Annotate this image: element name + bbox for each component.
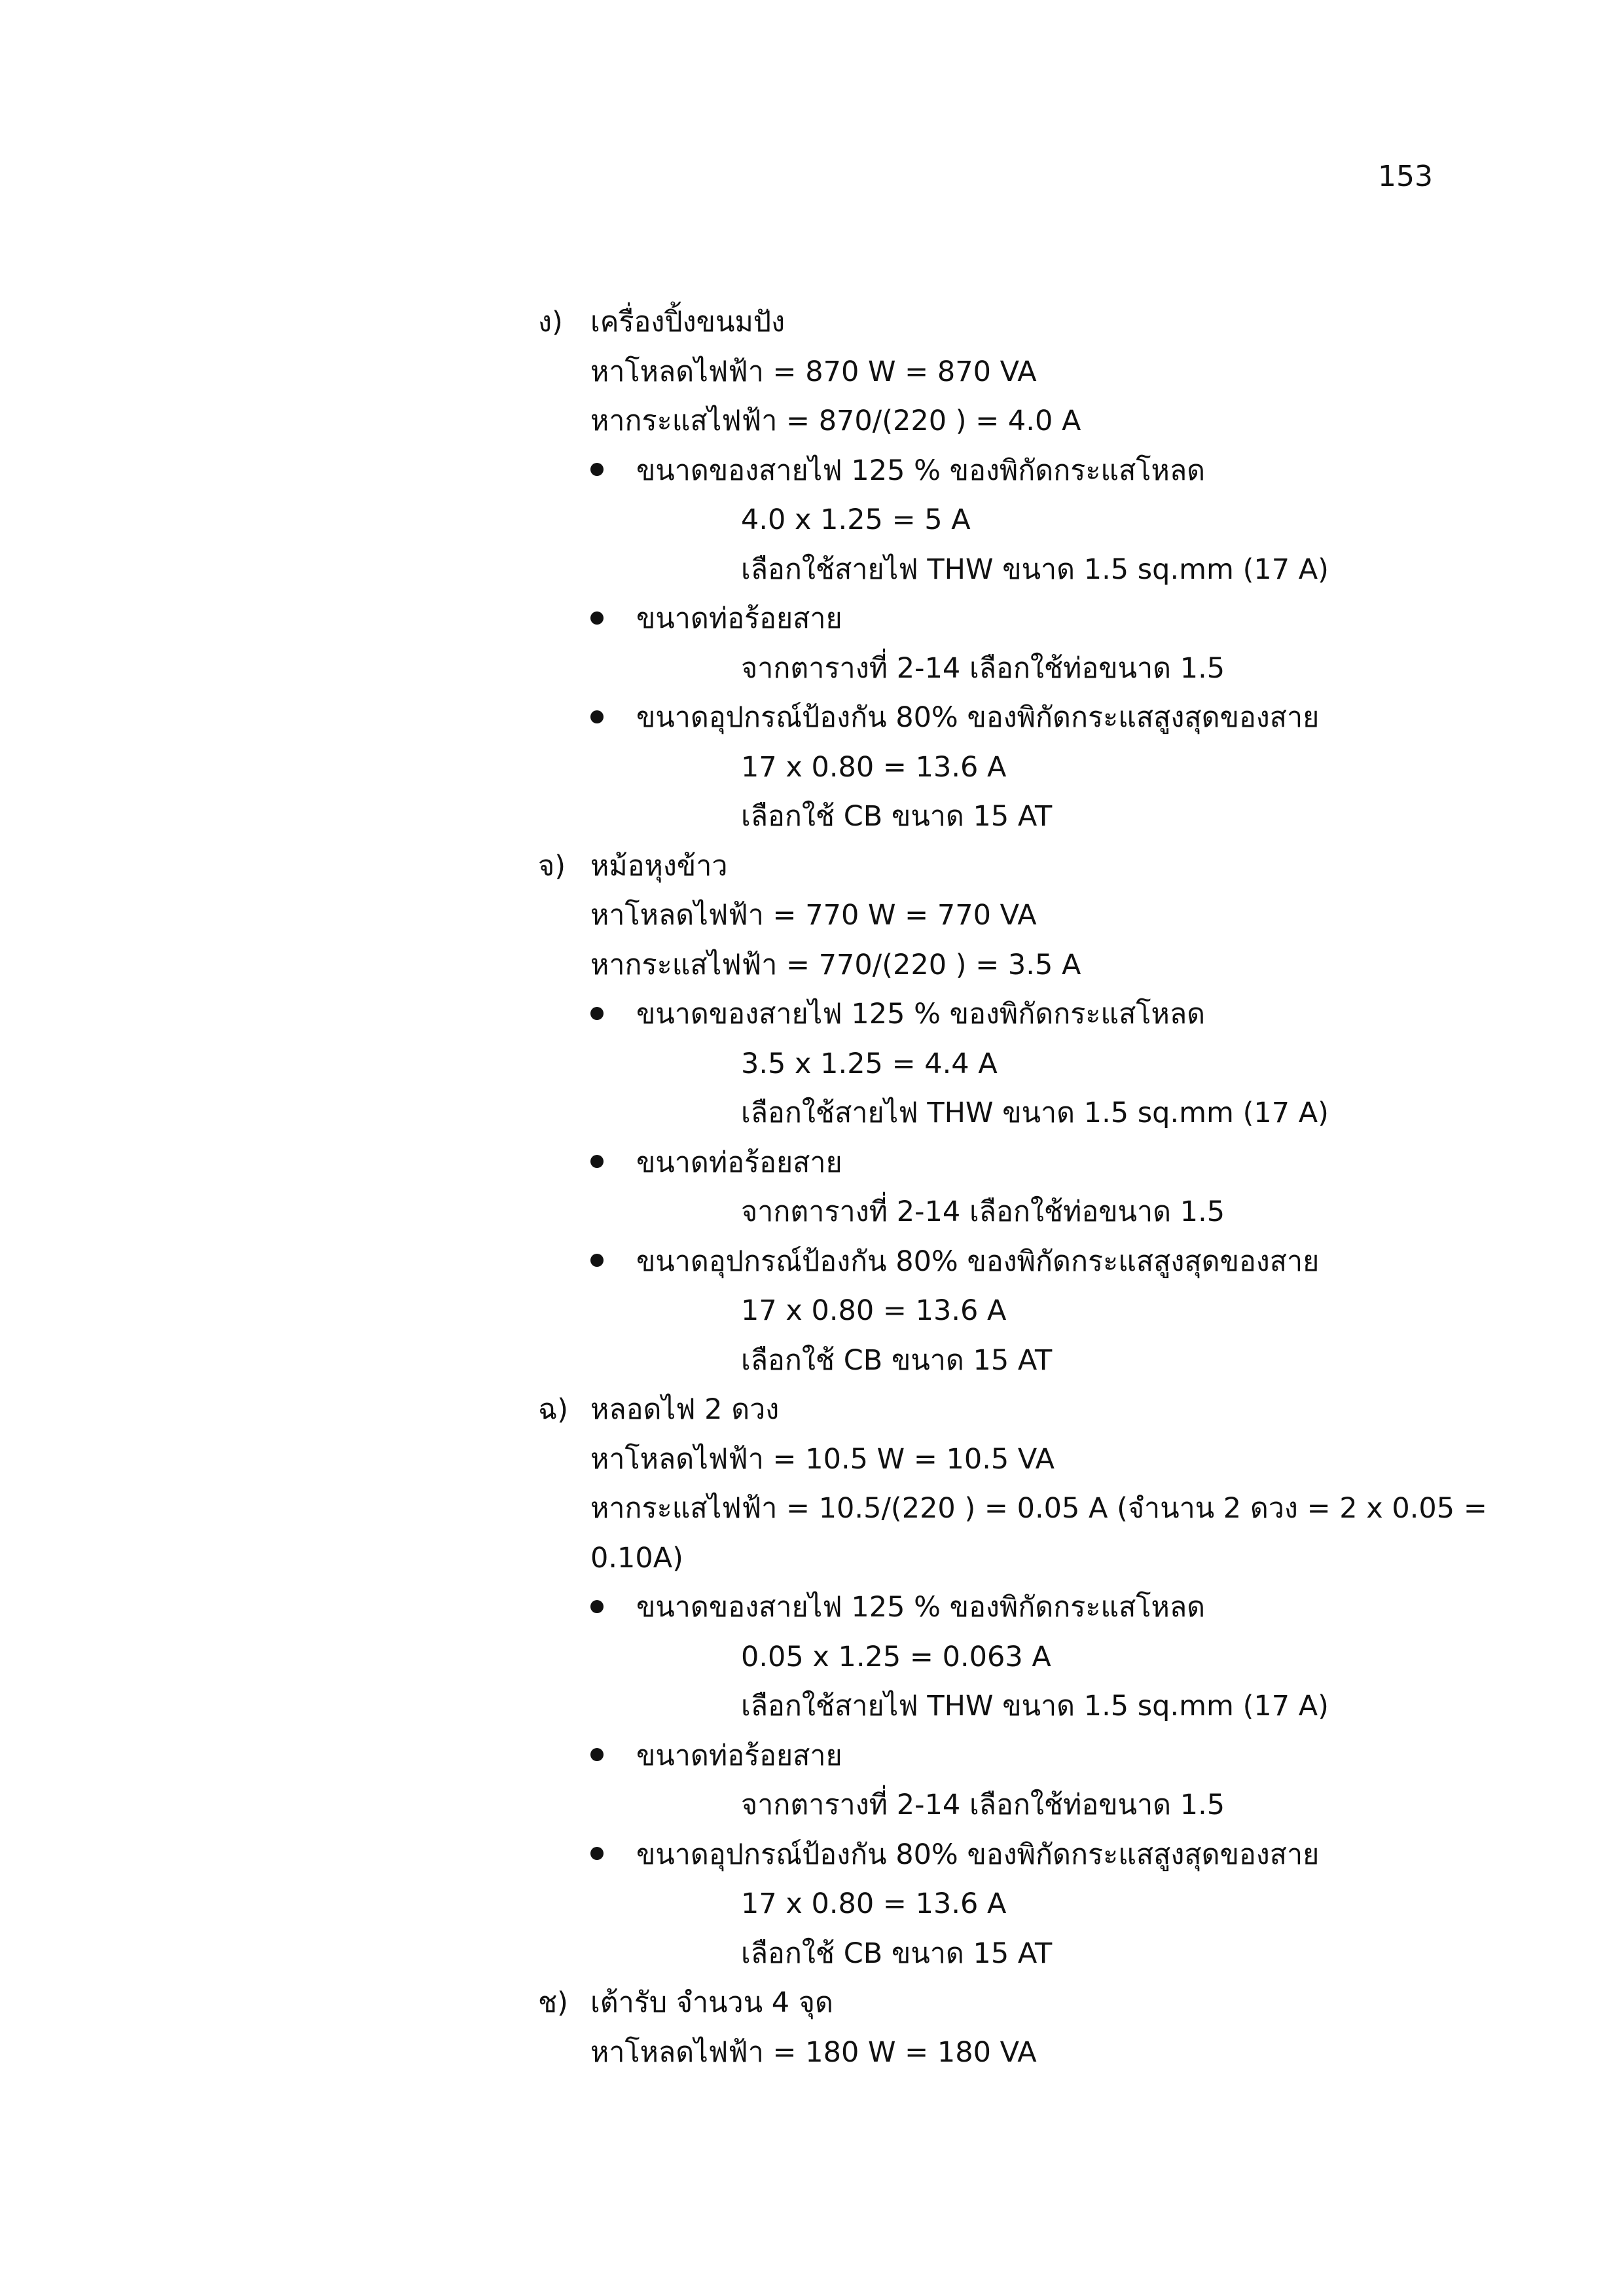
bullet-dot-icon <box>590 1254 604 1267</box>
calc-line: 17 x 0.80 = 13.6 A <box>741 1887 1007 1920</box>
section-title: เครื่องปิ้งขนมปัง <box>590 306 785 338</box>
section-title: หม้อหุงข้าว <box>590 849 728 883</box>
load-line: หาโหลดไฟฟ้า = 10.5 W = 10.5 VA <box>590 1442 1055 1476</box>
bullet-dot-icon <box>590 1748 604 1761</box>
current-line: หากระแสไฟฟ้า = 10.5/(220 ) = 0.05 A (จำนาน 2 ดวง = 2 x 0.05 = <box>590 1492 1487 1525</box>
calc-line: เลือกใช้ CB ขนาด 15 AT <box>741 1937 1053 1970</box>
page-number: 153 <box>1378 160 1433 193</box>
calc-line: เลือกใช้ CB ขนาด 15 AT <box>741 1343 1053 1377</box>
section-marker: ฉ) <box>538 1393 569 1426</box>
section-heading <box>538 298 1441 348</box>
bullet-item <box>538 1583 1441 1633</box>
bullet-label: ขนาดท่อร้อยสาย <box>636 1739 842 1772</box>
calc-line: 3.5 x 1.25 = 4.4 A <box>741 1047 998 1080</box>
calc-line: จากตารางที่ 2-14 เลือกใช้ท่อขนาด 1.5 <box>741 651 1225 685</box>
bullet-item <box>538 1139 1441 1188</box>
calc-line: 17 x 0.80 = 13.6 A <box>741 1294 1007 1327</box>
section-marker: จ) <box>538 849 566 883</box>
bullet-item <box>538 1237 1441 1287</box>
calc-line: จากตารางที่ 2-14 เลือกใช้ท่อขนาด 1.5 <box>741 1195 1225 1228</box>
current-line: หากระแสไฟฟ้า = 870/(220 ) = 4.0 A <box>590 405 1081 437</box>
calc-line: เลือกใช้สายไฟ THW ขนาด 1.5 sq.mm (17 A) <box>741 553 1329 586</box>
bullet-item <box>538 594 1441 644</box>
bullet-item <box>538 1831 1441 1880</box>
bullet-label: ขนาดอุปกรณ์ป้องกัน 80% ของพิกัดกระแสสูงสุดของสาย <box>636 701 1320 734</box>
bullet-dot-icon <box>590 1155 604 1168</box>
section-title: หลอดไฟ 2 ดวง <box>590 1393 780 1426</box>
bullet-item <box>538 1732 1441 1781</box>
bullet-dot-icon <box>590 1847 604 1860</box>
section-marker: ง) <box>538 306 563 338</box>
calc-line: 17 x 0.80 = 13.6 A <box>741 750 1007 784</box>
bullet-label: ขนาดของสายไฟ 125 % ของพิกัดกระแสโหลด <box>636 998 1206 1030</box>
load-line: หาโหลดไฟฟ้า = 180 W = 180 VA <box>590 2035 1037 2069</box>
bullet-item <box>538 990 1441 1040</box>
calc-line: 4.0 x 1.25 = 5 A <box>741 503 971 536</box>
current-line: หากระแสไฟฟ้า = 770/(220 ) = 3.5 A <box>590 948 1081 981</box>
bullet-dot-icon <box>590 1007 604 1020</box>
bullet-label: ขนาดอุปกรณ์ป้องกัน 80% ของพิกัดกระแสสูงสุดของสาย <box>636 1245 1320 1278</box>
calc-line: เลือกใช้ CB ขนาด 15 AT <box>741 800 1053 833</box>
document-body <box>538 298 1487 2077</box>
bullet-item <box>538 693 1441 743</box>
section-title: เต้ารับ จำนวน 4 จุด <box>590 1986 833 2019</box>
section-marker: ช) <box>538 1986 568 2019</box>
bullet-dot-icon <box>590 463 604 476</box>
section-heading <box>538 842 1441 892</box>
bullet-dot-icon <box>590 611 604 625</box>
bullet-label: ขนาดท่อร้อยสาย <box>636 602 842 635</box>
calc-line: เลือกใช้สายไฟ THW ขนาด 1.5 sq.mm (17 A) <box>741 1690 1329 1722</box>
calc-line: จากตารางที่ 2-14 เลือกใช้ท่อขนาด 1.5 <box>741 1789 1225 1821</box>
calc-line: 0.05 x 1.25 = 0.063 A <box>741 1640 1051 1673</box>
bullet-label: ขนาดท่อร้อยสาย <box>636 1146 842 1179</box>
load-line: หาโหลดไฟฟ้า = 870 W = 870 VA <box>590 355 1037 388</box>
current-line-continued: 0.10A) <box>590 1541 683 1575</box>
bullet-label: ขนาดอุปกรณ์ป้องกัน 80% ของพิกัดกระแสสูงสุดของสาย <box>636 1838 1320 1871</box>
load-line: หาโหลดไฟฟ้า = 770 W = 770 VA <box>590 899 1037 932</box>
calc-line: เลือกใช้สายไฟ THW ขนาด 1.5 sq.mm (17 A) <box>741 1097 1329 1129</box>
section-heading <box>538 1385 1441 1435</box>
bullet-item <box>538 446 1441 496</box>
bullet-label: ขนาดของสายไฟ 125 % ของพิกัดกระแสโหลด <box>636 1591 1206 1624</box>
section-heading <box>538 1978 1441 2028</box>
bullet-label: ขนาดของสายไฟ 125 % ของพิกัดกระแสโหลด <box>636 454 1206 487</box>
bullet-dot-icon <box>590 710 604 723</box>
bullet-dot-icon <box>590 1600 604 1613</box>
